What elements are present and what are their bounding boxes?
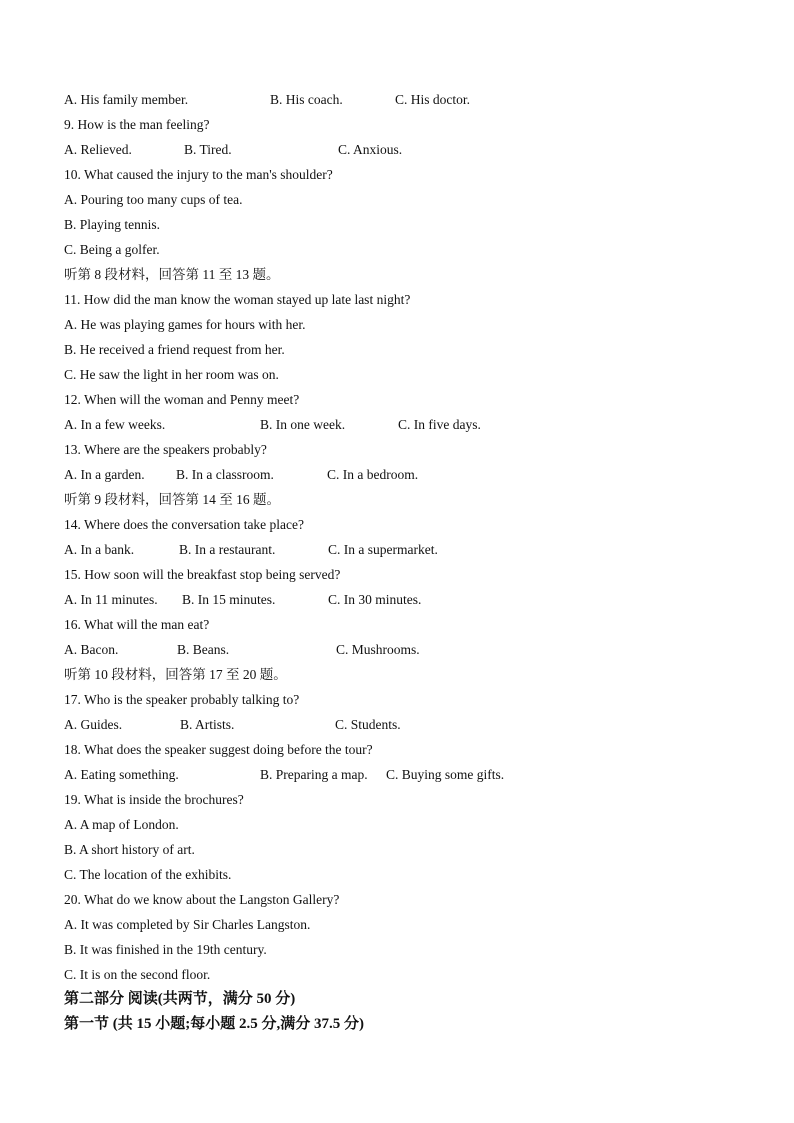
q20-option-b: B. It was finished in the 19th century.: [64, 942, 267, 957]
q19-option-a: A. A map of London.: [64, 817, 179, 832]
q10-question: 10. What caused the injury to the man's shoulder?: [64, 167, 333, 182]
section-1-heading: 第一节 (共 15 小题;每小题 2.5 分,满分 37.5 分): [64, 1016, 364, 1032]
q20-question: 20. What do we know about the Langston Gallery?: [64, 892, 340, 907]
q15-question: 15. How soon will the breakfast stop being served?: [64, 567, 341, 582]
q20-option-a: A. It was completed by Sir Charles Langston.: [64, 917, 311, 932]
q19-question: 19. What is inside the brochures?: [64, 792, 244, 807]
q13-question: 13. Where are the speakers probably?: [64, 442, 267, 457]
q10-option-c: C. Being a golfer.: [64, 242, 160, 257]
q11-option-c: C. He saw the light in her room was on.: [64, 367, 279, 382]
q13-option-c: C. In a bedroom.: [327, 467, 419, 482]
section-10-instruction: 听第 10 段材料，回答第 17 至 20 题。: [64, 667, 287, 682]
q8-option-c: C. His doctor.: [395, 92, 471, 107]
q16-question: 16. What will the man eat?: [64, 617, 210, 632]
q13-option-b: B. In a classroom.: [176, 467, 274, 482]
q12-option-a: A. In a few weeks.: [64, 417, 166, 432]
q18-option-c: C. Buying some gifts.: [386, 767, 505, 782]
q9-option-a: A. Relieved.: [64, 142, 132, 157]
q19-option-b: B. A short history of art.: [64, 842, 195, 857]
q9-question: 9. How is the man feeling?: [64, 117, 210, 132]
section-9-instruction: 听第 9 段材料，回答第 14 至 16 题。: [64, 492, 280, 507]
q9-option-c: C. Anxious.: [338, 142, 403, 157]
q11-option-b: B. He received a friend request from her.: [64, 342, 285, 357]
q18-question: 18. What does the speaker suggest doing before the tour?: [64, 742, 373, 757]
q17-option-a: A. Guides.: [64, 717, 123, 732]
q17-question: 17. Who is the speaker probably talking to?: [64, 692, 300, 707]
q13-option-a: A. In a garden.: [64, 467, 145, 482]
q10-option-b: B. Playing tennis.: [64, 217, 161, 232]
q12-option-b: B. In one week.: [260, 417, 346, 432]
q16-option-a: A. Bacon.: [64, 642, 119, 657]
q14-option-c: C. In a supermarket.: [328, 542, 438, 557]
q14-question: 14. Where does the conversation take place?: [64, 517, 305, 532]
q9-option-b: B. Tired.: [184, 142, 232, 157]
q18-option-a: A. Eating something.: [64, 767, 179, 782]
q14-option-a: A. In a bank.: [64, 542, 135, 557]
q8-option-b: B. His coach.: [270, 92, 343, 107]
q15-option-a: A. In 11 minutes.: [64, 592, 158, 607]
section-8-instruction: 听第 8 段材料，回答第 11 至 13 题。: [64, 267, 280, 282]
q15-option-c: C. In 30 minutes.: [328, 592, 422, 607]
q16-option-b: B. Beans.: [177, 642, 230, 657]
q15-option-b: B. In 15 minutes.: [182, 592, 276, 607]
q8-option-a: A. His family member.: [64, 92, 189, 107]
q20-option-c: C. It is on the second floor.: [64, 967, 211, 982]
q10-option-a: A. Pouring too many cups of tea.: [64, 192, 243, 207]
q16-option-c: C. Mushrooms.: [336, 642, 420, 657]
q12-option-c: C. In five days.: [398, 417, 481, 432]
q17-option-b: B. Artists.: [180, 717, 235, 732]
q14-option-b: B. In a restaurant.: [179, 542, 276, 557]
q18-option-b: B. Preparing a map.: [260, 767, 368, 782]
q11-option-a: A. He was playing games for hours with her.: [64, 317, 306, 332]
q12-question: 12. When will the woman and Penny meet?: [64, 392, 300, 407]
q11-question: 11. How did the man know the woman stayed up late last night?: [64, 292, 411, 307]
part-2-heading: 第二部分 阅读(共两节，满分 50 分): [64, 991, 296, 1007]
q19-option-c: C. The location of the exhibits.: [64, 867, 232, 882]
q17-option-c: C. Students.: [335, 717, 401, 732]
